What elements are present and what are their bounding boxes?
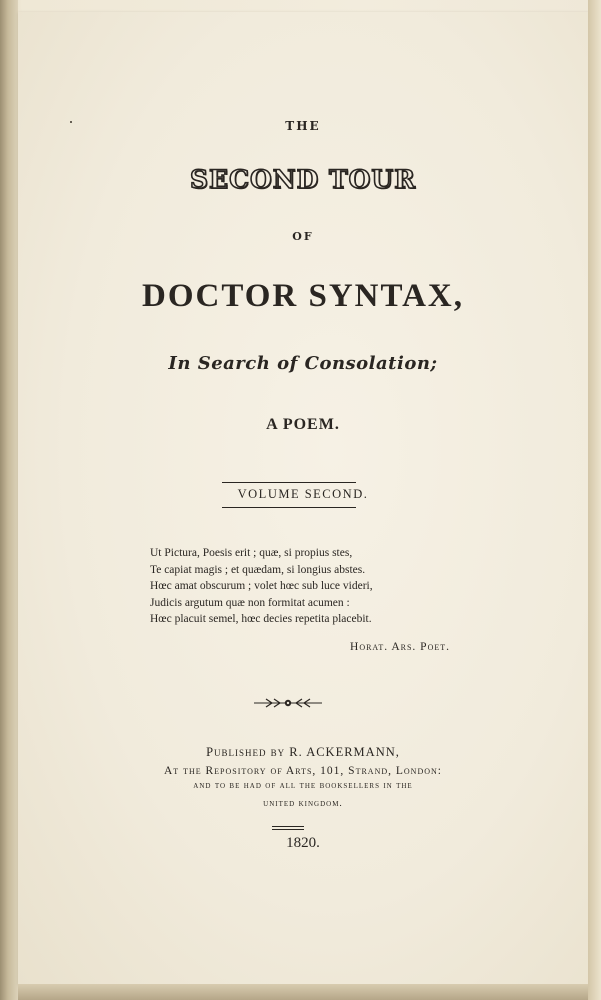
page-bottom-edge bbox=[18, 984, 588, 1000]
year-rule-top bbox=[272, 826, 304, 827]
publication-year: 1820. bbox=[286, 835, 320, 851]
imprint-kingdom: united kingdom. bbox=[263, 799, 343, 809]
form-label: A POEM. bbox=[266, 416, 340, 433]
imprint-address: At the Repository of Arts, 101, Strand, London: bbox=[164, 765, 442, 777]
subtitle: In Search of Consolation; bbox=[168, 353, 438, 374]
title-the: THE bbox=[285, 119, 321, 133]
volume-label: VOLUME SECOND. bbox=[237, 487, 369, 501]
epigraph bbox=[150, 545, 373, 628]
volume-rule-top bbox=[222, 482, 356, 483]
year-rule-bottom bbox=[272, 829, 304, 830]
fleuron-ornament-icon bbox=[252, 695, 324, 711]
imprint-publisher: Published by R. ACKERMANN, bbox=[206, 745, 400, 759]
book-fore-edge bbox=[588, 0, 601, 1000]
volume-rule-bottom bbox=[222, 507, 356, 508]
epigraph-line: Ut Pictura, Poesis erit ; quæ, si propius stes, bbox=[150, 547, 353, 559]
epigraph-line: Te capiat magis ; et quædam, si longius abstes. bbox=[150, 563, 366, 576]
imprint-booksellers: and to be had of all the booksellers in the bbox=[193, 781, 413, 791]
epigraph-line: Hœc amat obscurum ; volet hœc sub luce videri, bbox=[150, 580, 373, 592]
title-second-tour: SECOND TOUR bbox=[190, 165, 416, 194]
epigraph-line: Hœc placuit semel, hœc decies repetita placebit. bbox=[150, 613, 372, 625]
title-of: OF bbox=[292, 230, 314, 243]
book-spine-edge bbox=[0, 0, 18, 1000]
title-doctor-syntax: DOCTOR SYNTAX, bbox=[142, 278, 464, 314]
epigraph-attribution: Horat. Ars. Poet. bbox=[350, 641, 450, 653]
epigraph-line: Judicis argutum quæ non formitat acumen : bbox=[150, 596, 350, 609]
